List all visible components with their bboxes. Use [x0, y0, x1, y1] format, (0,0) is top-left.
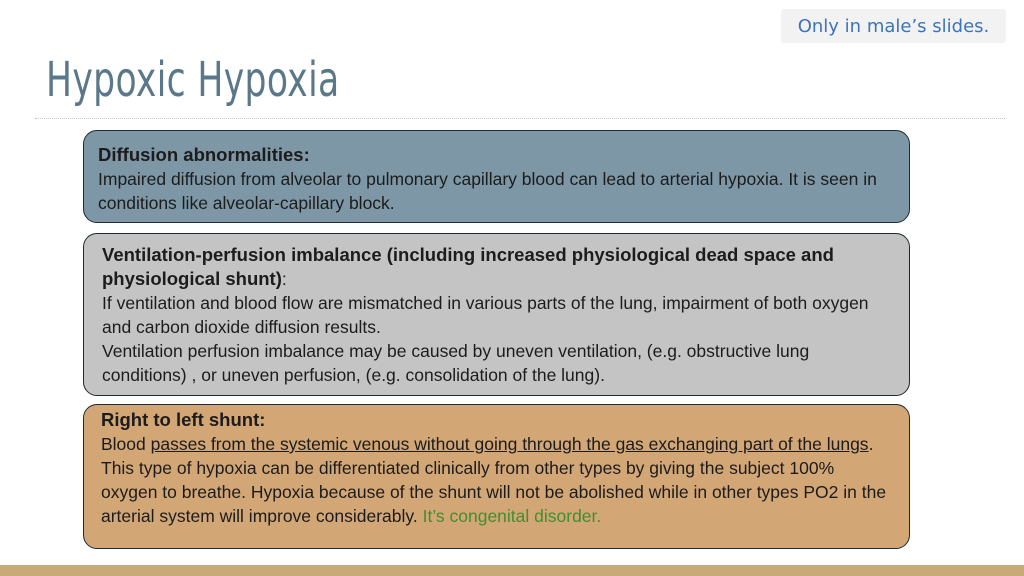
vq-heading-colon: : — [281, 269, 287, 289]
shunt-heading: Right to left shunt: — [101, 409, 266, 430]
shunt-underlined-text: passes from the systemic venous without going through the gas exchanging part of the lungs — [150, 434, 869, 454]
slide-note — [781, 9, 1006, 43]
vq-heading-line — [102, 243, 891, 291]
shunt-box — [83, 404, 910, 549]
vq-paragraph-2: Ventilation perfusion imbalance may be caused by uneven ventilation, (e.g. obstructive lung conditions) , or uneven perfusion, (e.g. consolidation of the lung). — [102, 341, 810, 385]
vq-paragraph-1: If ventilation and blood flow are mismatched in various parts of the lung, impairment of both oxygen and carbon dioxide diffusion results. — [102, 293, 869, 337]
shunt-congenital-highlight: It’s congenital disorder. — [422, 506, 602, 526]
footer-bar — [0, 565, 1024, 576]
shunt-text-start: Blood — [101, 434, 151, 454]
title-divider — [35, 118, 1005, 119]
vq-heading: Ventilation-perfusion imbalance (including increased physiological dead space and physiological shunt) — [102, 244, 834, 289]
diffusion-box — [83, 130, 910, 223]
slide-note-text: Only in male’s slides. — [797, 15, 990, 37]
shunt-text-rest: . This type of hypoxia can be differentiated clinically from other types by giving the subject 100% oxygen to breathe. Hypoxia because of the shunt will not be abolished while in other types PO2 in the arterial system will improve considerably. — [101, 434, 887, 526]
diffusion-heading: Diffusion abnormalities: — [98, 144, 310, 165]
diffusion-body: Impaired diffusion from alveolar to pulmonary capillary blood can lead to arterial hypoxia. It is seen in conditions like alveolar-capillary block. — [98, 169, 877, 213]
vq-imbalance-box — [83, 233, 910, 396]
shunt-body — [101, 432, 892, 528]
slide-title: Hypoxic Hypoxia — [46, 52, 340, 108]
